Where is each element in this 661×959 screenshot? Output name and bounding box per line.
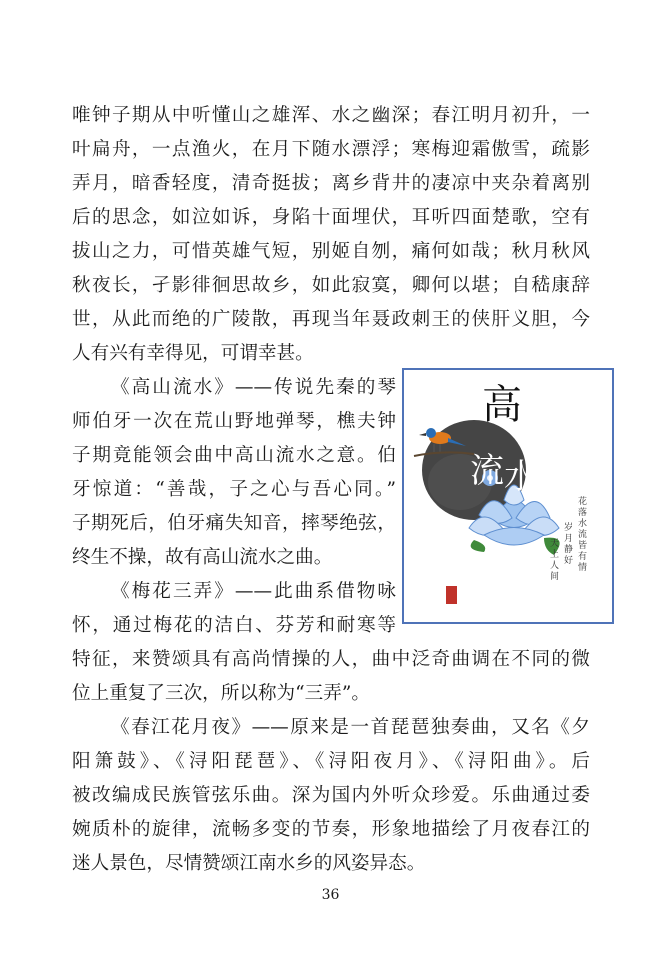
calligraphy-char: 山 [522,423,552,458]
paragraph-line: 人有兴有幸得见，可谓幸甚。 [72,343,314,364]
calligraphy-char: 水 [504,457,538,497]
paragraph-line: 怀，通过梅花的洁白、芬芳和耐寒等 [72,615,396,636]
poem-char: 落 [578,508,588,518]
paragraph-line: 子期竟能领会曲中高山流水之意。伯 [72,445,396,466]
paragraph-line: 世，从此而绝的广陵散，再现当年聂政刺王的侠肝义胆，今 [72,309,590,330]
paragraph-line: 后的思念，如泣如诉，身陷十面埋伏，耳听四面楚歌，空有 [72,207,590,228]
poem-char: 有 [578,552,588,562]
poem-char: 皆 [578,541,588,551]
poem-char: 月 [564,534,574,544]
paragraph-line: 《梅花三弄》——此曲系借物咏 [111,581,396,602]
calligraphy-char: 流 [470,451,504,491]
poem-char: 情 [578,563,588,573]
poem-char: 好 [564,556,574,566]
poem-char: 流 [578,530,588,540]
poem-char: 天 [550,539,560,549]
paragraph-line: 秋夜长，孑影徘徊思故乡，如此寂寞，卿何以堪；自嵇康辞 [72,275,590,296]
paragraph-line: 拔山之力，可惜英雄气短，别姬自刎，痛何如哉；秋月秋风 [72,241,590,262]
paragraph-line: 弄月，暗香轻度，清奇挺拔；离乡背井的凄凉中夹杂着离别 [72,173,590,194]
seal-stamp [446,586,457,604]
poem-char: 岁 [564,523,574,533]
page-number: 36 [321,887,340,903]
paragraph-line: 位上重复了三次，所以称为“三弄”。 [72,683,370,704]
paragraph-line: 叶扁舟，一点渔火，在月下随水漂浮；寒梅迎霜傲雪，疏影 [72,139,590,160]
poem-char: 水 [578,519,588,529]
paragraph-line: 子期死后，伯牙痛失知音，摔琴绝弦， [72,513,396,534]
paragraph-line: 迷人景色，尽情赞颂江南水乡的风姿异态。 [72,853,426,874]
paragraph-line: 牙惊道：“善哉，子之心与吾心同。” [72,479,396,500]
paragraph-line: 终生不操，故有高山流水之曲。 [72,547,333,568]
paragraph-line: 师伯牙一次在荒山野地弹琴，樵夫钟 [72,411,396,432]
illustration-art [404,370,612,622]
gaoshan-liushui-illustration [402,368,614,624]
paragraph-line: 《高山流水》——传说先秦的琴 [111,377,396,398]
paragraph-line: 阳箫鼓》、《浔阳琵琶》、《浔阳夜月》、《浔阳曲》。后 [72,751,590,772]
poem-char: 花 [578,497,588,507]
poem-char: 人 [550,561,560,571]
poem-char: 静 [564,545,574,555]
paragraph-line: 特征，来赞颂具有高尚情操的人，曲中泛奇曲调在不同的微 [72,649,590,670]
paragraph-line: 《春江花月夜》——原来是一首琵琶独奏曲，又名《夕 [111,717,590,738]
poem-char: 上 [550,550,560,560]
paragraph-line: 婉质朴的旋律，流畅多变的节奏，形象地描绘了月夜春江的 [72,819,590,840]
calligraphy-char: 高 [482,382,522,428]
poem-char: 间 [550,572,560,582]
paragraph-line: 唯钟子期从中听懂山之雄浑、水之幽深；春江明月初升，一 [72,105,590,126]
paragraph-line: 被改编成民族管弦乐曲。深为国内外听众珍爱。乐曲通过委 [72,785,590,806]
